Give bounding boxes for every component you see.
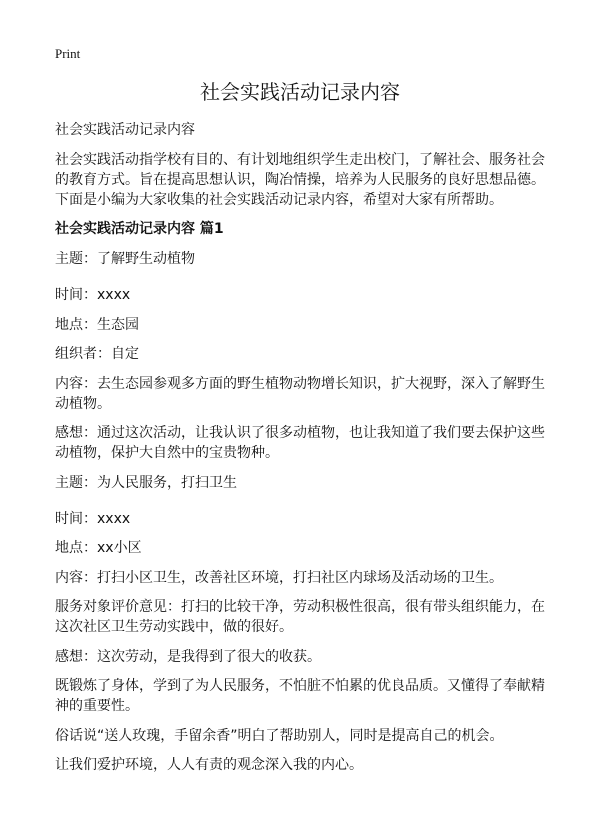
paragraph-content-1: 内容：去生态园参观多方面的野生植物动物增长知识，扩大视野，深入了解野生动植物。 — [55, 375, 545, 412]
paragraph-evaluation: 服务对象评价意见：打扫的比较干净，劳动积极性很高，很有带头组织能力，在这次社区卫生劳动实践中，做的很好。 — [55, 599, 545, 635]
paragraph-content-2: 内容：打扫小区卫生，改善社区环境，打扫社区内球场及活动场的卫生。 — [55, 569, 503, 586]
article-body — [55, 120, 547, 785]
page-title: 社会实践活动记录内容 — [200, 80, 400, 104]
paragraph-time-1: 时间：xxxx — [55, 287, 131, 303]
paragraph-closing: 让我们爱护环境，人人有责的观念深入我的内心。 — [55, 757, 363, 773]
paragraph-topic-2: 主题：为人民服务，打扫卫生 — [55, 474, 237, 491]
paragraph-place-2: 地点：xx小区 — [55, 540, 142, 556]
paragraph-feeling-2: 感想：这次劳动，是我得到了很大的收获。 — [55, 648, 321, 665]
section-heading: 社会实践活动记录内容 篇1 — [55, 221, 224, 237]
paragraph-feeling-1: 感想：通过这次活动，让我认识了很多动植物，也让我知道了我们要去保护这些动植物，保护大自然中的宝贵物种。 — [55, 425, 545, 461]
subtitle: 社会实践活动记录内容 — [55, 122, 195, 138]
paragraph-topic-1: 主题：了解野生动植物 — [55, 251, 195, 267]
paragraph-reflection: 既锻炼了身体，学到了为人民服务，不怕脏不怕累的优良品质。又懂得了奉献精神的重要性。 — [55, 678, 545, 714]
paragraph-time-2: 时间：xxxx — [55, 510, 131, 527]
print-link[interactable]: Print — [55, 46, 81, 61]
intro-paragraph: 社会实践活动指学校有目的、有计划地组织学生走出校门，了解社会、服务社会的教育方式。旨在提高思想认识，陶冶情操，培养为人民服务的良好思想品德。下面是小编为大家收集的社会实践活动记录内容，希望对大家有所帮助。 — [55, 151, 545, 208]
paragraph-place-1: 地点：生态园 — [55, 316, 139, 333]
paragraph-organizer: 组织者：自定 — [55, 346, 139, 362]
paragraph-proverb: 俗话说“送人玫瑰，手留余香”明白了帮助别人，同时是提高自己的机会。 — [55, 727, 504, 744]
